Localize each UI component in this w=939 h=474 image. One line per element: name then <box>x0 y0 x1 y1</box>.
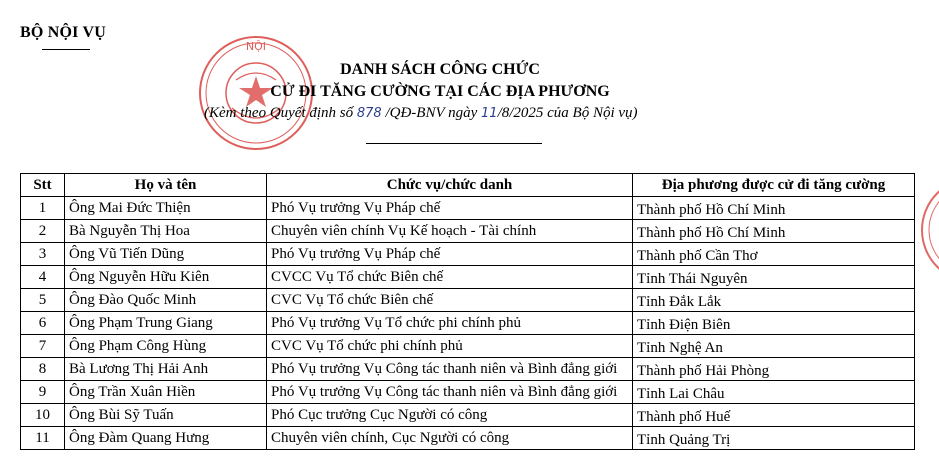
cell-position: Phó Cục trưởng Cục Người có công <box>267 404 633 427</box>
cell-position: CVCC Vụ Tổ chức Biên chế <box>267 266 633 289</box>
subtitle-prefix: (Kèm theo Quyết định số <box>204 105 354 121</box>
cell-position: Phó Vụ trưởng Vụ Pháp chế <box>267 243 633 266</box>
cell-position: Phó Vụ trưởng Vụ Công tác thanh niên và Bình đẳng giới <box>267 358 633 381</box>
cell-locality: Thành phố Hải Phòng <box>633 358 915 381</box>
ministry-name: BỘ NỘI VỤ <box>20 24 106 41</box>
cell-locality: Thành phố Hồ Chí Minh <box>633 220 915 243</box>
col-header-stt: Stt <box>21 174 65 197</box>
cell-name: Bà Nguyễn Thị Hoa <box>65 220 267 243</box>
cell-name: Bà Lương Thị Hải Anh <box>65 358 267 381</box>
cell-name: Ông Mai Đức Thiện <box>65 197 267 220</box>
seal-text: NỘI <box>245 40 267 53</box>
cell-stt: 2 <box>21 220 65 243</box>
cell-stt: 3 <box>21 243 65 266</box>
table-row <box>21 358 915 381</box>
document-title: DANH SÁCH CÔNG CHỨC <box>340 61 540 78</box>
col-header-name: Họ và tên <box>65 174 267 197</box>
cell-name: Ông Phạm Công Hùng <box>65 335 267 358</box>
cell-locality: Thành phố Huế <box>633 404 915 427</box>
col-header-position: Chức vụ/chức danh <box>267 174 633 197</box>
decision-number: 878 <box>356 106 382 121</box>
cell-position: CVC Vụ Tổ chức Biên chế <box>267 289 633 312</box>
table-header-row <box>21 174 915 197</box>
seal-fragment <box>918 175 939 285</box>
cell-locality: Tỉnh Đắk Lắk <box>633 289 915 312</box>
cell-locality: Thành phố Hồ Chí Minh <box>633 197 915 220</box>
cell-position: Chuyên viên chính Vụ Kế hoạch - Tài chính <box>267 220 633 243</box>
cell-stt: 5 <box>21 289 65 312</box>
table-row <box>21 289 915 312</box>
cell-position: Phó Vụ trưởng Vụ Công tác thanh niên và Bình đẳng giới <box>267 381 633 404</box>
table-row <box>21 381 915 404</box>
cell-locality: Tỉnh Thái Nguyên <box>633 266 915 289</box>
table-row <box>21 220 915 243</box>
title-underline <box>366 143 542 144</box>
cell-stt: 1 <box>21 197 65 220</box>
subtitle-middle: /QĐ-BNV ngày <box>385 105 478 121</box>
cell-position: CVC Vụ Tổ chức phi chính phủ <box>267 335 633 358</box>
cell-locality: Thành phố Cần Thơ <box>633 243 915 266</box>
table-row <box>21 266 915 289</box>
cell-stt: 7 <box>21 335 65 358</box>
cell-locality: Tỉnh Quảng Trị <box>633 427 915 450</box>
cell-name: Ông Bùi Sỹ Tuấn <box>65 404 267 427</box>
cell-name: Ông Nguyễn Hữu Kiên <box>65 266 267 289</box>
cell-name: Ông Trần Xuân Hiền <box>65 381 267 404</box>
table-row <box>21 312 915 335</box>
cell-name: Ông Đào Quốc Minh <box>65 289 267 312</box>
table-row <box>21 404 915 427</box>
cell-stt: 8 <box>21 358 65 381</box>
document-subtitle <box>204 105 744 122</box>
cell-stt: 10 <box>21 404 65 427</box>
cell-position: Phó Vụ trưởng Vụ Tổ chức phi chính phủ <box>267 312 633 335</box>
cell-stt: 4 <box>21 266 65 289</box>
col-header-locality: Địa phương được cử đi tăng cường <box>633 174 915 197</box>
cell-stt: 6 <box>21 312 65 335</box>
cell-position: Phó Vụ trưởng Vụ Pháp chế <box>267 197 633 220</box>
cell-name: Ông Đàm Quang Hưng <box>65 427 267 450</box>
ministry-underline <box>42 49 90 50</box>
cell-name: Ông Phạm Trung Giang <box>65 312 267 335</box>
decision-day: 11 <box>481 106 498 121</box>
cell-position: Chuyên viên chính, Cục Người có công <box>267 427 633 450</box>
officials-table <box>20 173 915 450</box>
subtitle-suffix: /8/2025 của Bộ Nội vụ) <box>497 105 638 121</box>
cell-locality: Tỉnh Nghệ An <box>633 335 915 358</box>
table-row <box>21 243 915 266</box>
table-row <box>21 335 915 358</box>
table-row <box>21 427 915 450</box>
cell-stt: 11 <box>21 427 65 450</box>
cell-stt: 9 <box>21 381 65 404</box>
cell-locality: Tỉnh Điện Biên <box>633 312 915 335</box>
document-title-line2: CỬ ĐI TĂNG CƯỜNG TẠI CÁC ĐỊA PHƯƠNG <box>270 83 610 100</box>
cell-locality: Tỉnh Lai Châu <box>633 381 915 404</box>
cell-name: Ông Vũ Tiến Dũng <box>65 243 267 266</box>
table-row <box>21 197 915 220</box>
